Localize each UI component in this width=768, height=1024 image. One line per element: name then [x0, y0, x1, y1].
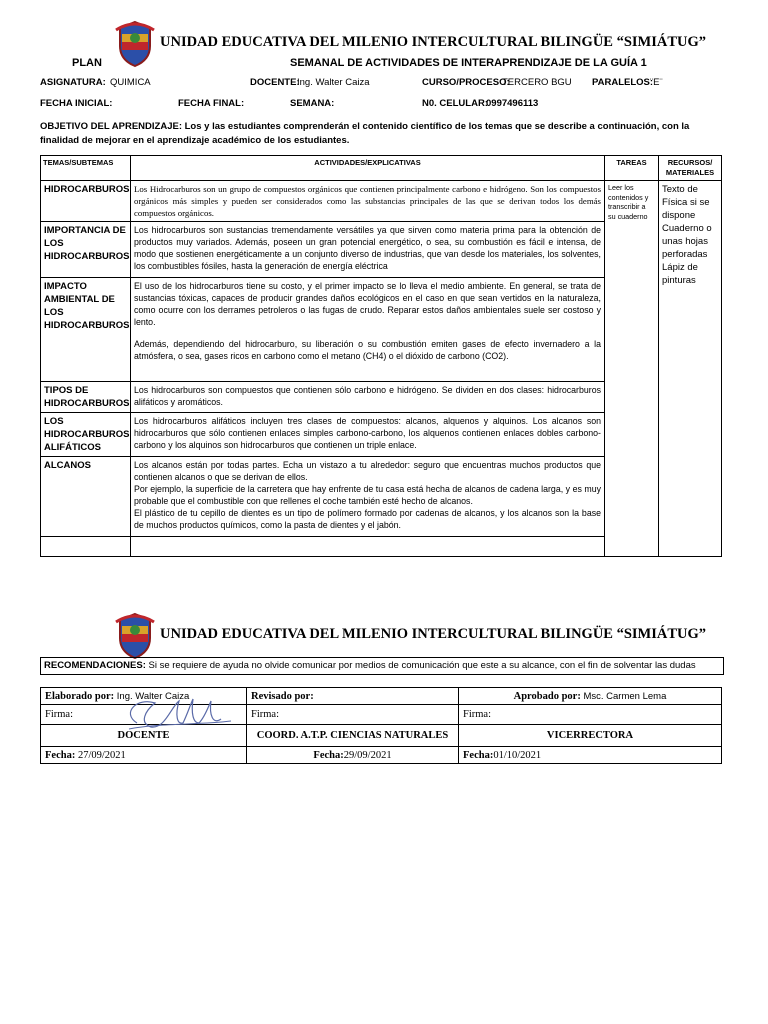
aprobado-cell: [459, 688, 722, 705]
school-name: UNIDAD EDUCATIVA DEL MILENIO INTERCULTURAL BILINGÜE “SIMIÁTUG”: [160, 626, 707, 642]
asignatura-label: ASIGNATURA:: [40, 77, 106, 88]
header-activities: ACTIVIDADES/EXPLICATIVAS: [131, 156, 605, 181]
plan-label: PLAN: [72, 57, 102, 69]
activity-cell: Los hidrocarburos alifáticos incluyen tres clases de compuestos: alcanos, alquenos y alquinos. Los alcanos son hidrocarburos que sólo contienen enlaces simples carbono-carbono, los alquenos contienen enlaces dobles carbono-carbono y los alquinos son hidrocarburos que contienen un triple enlace.: [131, 413, 605, 457]
topic-cell: HIDROCARBUROS: [41, 181, 131, 222]
firma-label: Firma:: [251, 709, 279, 720]
tasks-cell: Leer los contenidos y transcribir a su cuaderno: [605, 181, 659, 557]
fecha-value: 29/09/2021: [343, 749, 392, 761]
header-resources: RECURSOS/ MATERIALES: [659, 156, 722, 181]
activity-paragraph: Por ejemplo, la superficie de la carretera que hay enfrente de tu casa está hecha de alcanos de cadena larga, y es muy probable que el combustible con que rellenes el coche también esté hecho de alcanos.: [134, 484, 601, 506]
table-row: [41, 181, 722, 222]
activity-cell: Los hidrocarburos son compuestos que contienen sólo carbono e hidrógeno. Se dividen en dos clases: hidrocarburos alifáticos y aromáticos.: [131, 382, 605, 413]
school-crest-logo: [114, 20, 156, 68]
plan-title: SEMANAL DE ACTIVIDADES DE INTERAPRENDIZAJE DE LA GUÍA 1: [290, 57, 647, 69]
elaborado-label: Elaborado por:: [45, 690, 115, 702]
curso-label: CURSO/PROCESO:: [422, 77, 510, 88]
fecha-inicial-label: FECHA INICIAL:: [40, 98, 113, 109]
firma-cell: [459, 705, 722, 725]
topic-cell: ALCANOS: [41, 457, 131, 537]
paralelos-label: PARALELOS:: [592, 77, 654, 88]
fecha-label: Fecha:: [313, 749, 344, 761]
topic-cell: [41, 537, 131, 557]
signature-row: [41, 705, 722, 725]
signature-row: [41, 747, 722, 764]
handwritten-signature-image: [119, 693, 239, 739]
aprobado-label: Aprobado por:: [513, 690, 581, 702]
table-header-row: [41, 156, 722, 181]
fecha-label: Fecha:: [45, 749, 76, 761]
topic-cell: TIPOS DE HIDROCARBUROS: [41, 382, 131, 413]
revisado-label: Revisado por:: [251, 690, 314, 702]
paralelos-value: ¨E¨: [650, 77, 663, 88]
activity-cell: [131, 278, 605, 382]
firma-label: Firma:: [45, 709, 73, 720]
header-tasks: TAREAS: [605, 156, 659, 181]
activity-paragraph: El plástico de tu cepillo de dientes es un tipo de polímero formado por cadenas de alcanos, y los alcanos son la base de muchos productos químicos, como la pasta de dientes y el jabón.: [134, 508, 601, 530]
celular-value: 0997496113: [486, 98, 539, 109]
role-coordinador: COORD. A.T.P. CIENCIAS NATURALES: [247, 725, 459, 747]
docente-value: Ing. Walter Caiza: [297, 77, 370, 88]
activity-cell: [131, 537, 605, 557]
fecha-final-label: FECHA FINAL:: [178, 98, 245, 109]
activity-paragraph: El uso de los hidrocarburos tiene su costo, y el primer impacto se lo lleva el medio ambiente. En general, se trata de sustancias tóxicas, capaces de producir grandes daños ecológicos en el caso en que sean vertidos en la naturaleza, como ocurre con los derrames petroleros o las fugas de crudo. Reparar estos daños ambientales suele ser costoso y lento.: [134, 281, 601, 327]
fecha-value: 01/10/2021: [493, 749, 542, 761]
fecha-cell: [247, 747, 459, 764]
school-crest-logo: [114, 612, 156, 660]
learning-objective: OBJETIVO DEL APRENDIZAJE: Los y las estudiantes comprenderán el contenido científico de los temas que se describe a continuación, con la finalidad de mejorar en el aprendizaje académico de los estudiantes.: [40, 121, 690, 146]
activities-table: [40, 155, 722, 557]
docente-label: DOCENTE:: [250, 77, 300, 88]
activity-cell: Los hidrocarburos son sustancias tremendamente versátiles ya que sirven como materia prima para la obtención de productos muy variados. Además, poseen un gran potencial energético, o sea, su combustión es fácil e intensa, de modo que sostienen energéticamente a un conjunto diverso de industrias, que van desde los materiales, los solventes, los combustibles fósiles, hasta la generación de energía eléctrica: [131, 222, 605, 278]
resources-cell: Texto de Física si se dispone Cuaderno o unas hojas perforadas Lápiz de pinturas: [659, 181, 722, 557]
firma-cell: [41, 705, 247, 725]
topic-cell: IMPACTO AMBIENTAL DE LOS HIDROCARBUROS: [41, 278, 131, 382]
asignatura-value: QUIMICA: [110, 77, 151, 88]
firma-label: Firma:: [463, 709, 491, 720]
recommendations-box: [40, 657, 724, 675]
activity-cell: [131, 457, 605, 537]
firma-cell: [247, 705, 459, 725]
role-vicerrectora: VICERRECTORA: [459, 725, 722, 747]
school-name: UNIDAD EDUCATIVA DEL MILENIO INTERCULTURAL BILINGÜE “SIMIÁTUG”: [160, 34, 707, 50]
signature-table: [40, 687, 722, 764]
celular-label: N0. CELULAR:: [422, 98, 488, 109]
topic-cell: IMPORTANCIA DE LOS HIDROCARBUROS: [41, 222, 131, 278]
topic-cell: LOS HIDROCARBUROS ALIFÁTICOS: [41, 413, 131, 457]
fecha-cell: [41, 747, 247, 764]
fecha-value: 27/09/2021: [75, 749, 126, 761]
fecha-label: Fecha:: [463, 749, 494, 761]
aprobado-value: Msc. Carmen Lema: [580, 690, 667, 702]
recommendations-text: Si se requiere de ayuda no olvide comunicar por medios de comunicación que este a su alcance, con el fin de solventar las dudas: [145, 660, 696, 671]
semana-label: SEMANA:: [290, 98, 335, 109]
role-docente: DOCENTE: [41, 725, 247, 747]
recommendations-label: RECOMENDACIONES:: [44, 660, 146, 671]
activity-paragraph: Además, dependiendo del hidrocarburo, su liberación o su combustión emiten gases de efecto invernadero a la atmósfera, o sea, gases ricos en carbono como el metano (CH4) o el dióxido de carbono (CO2).: [134, 339, 601, 361]
curso-value: TERCERO BGU: [502, 77, 572, 88]
fecha-cell: [459, 747, 722, 764]
elaborado-value: Ing. Walter Caiza: [114, 690, 190, 702]
activity-paragraph: Los alcanos están por todas partes. Echa un vistazo a tu alrededor: seguro que encuentras muchos productos que contienen alcanos o que se derivan de ellos.: [134, 460, 601, 482]
activity-cell: Los Hidrocarburos son un grupo de compuestos orgánicos que contienen principalmente carbono e hidrógeno. Son los compuestos orgánicos más simples y pueden ser considerados como las substancias principales de las que se derivan todos los demás compuestos orgánicos.: [131, 181, 605, 222]
revisado-cell: [247, 688, 459, 705]
header-topics: TEMAS/SUBTEMAS: [41, 156, 131, 181]
